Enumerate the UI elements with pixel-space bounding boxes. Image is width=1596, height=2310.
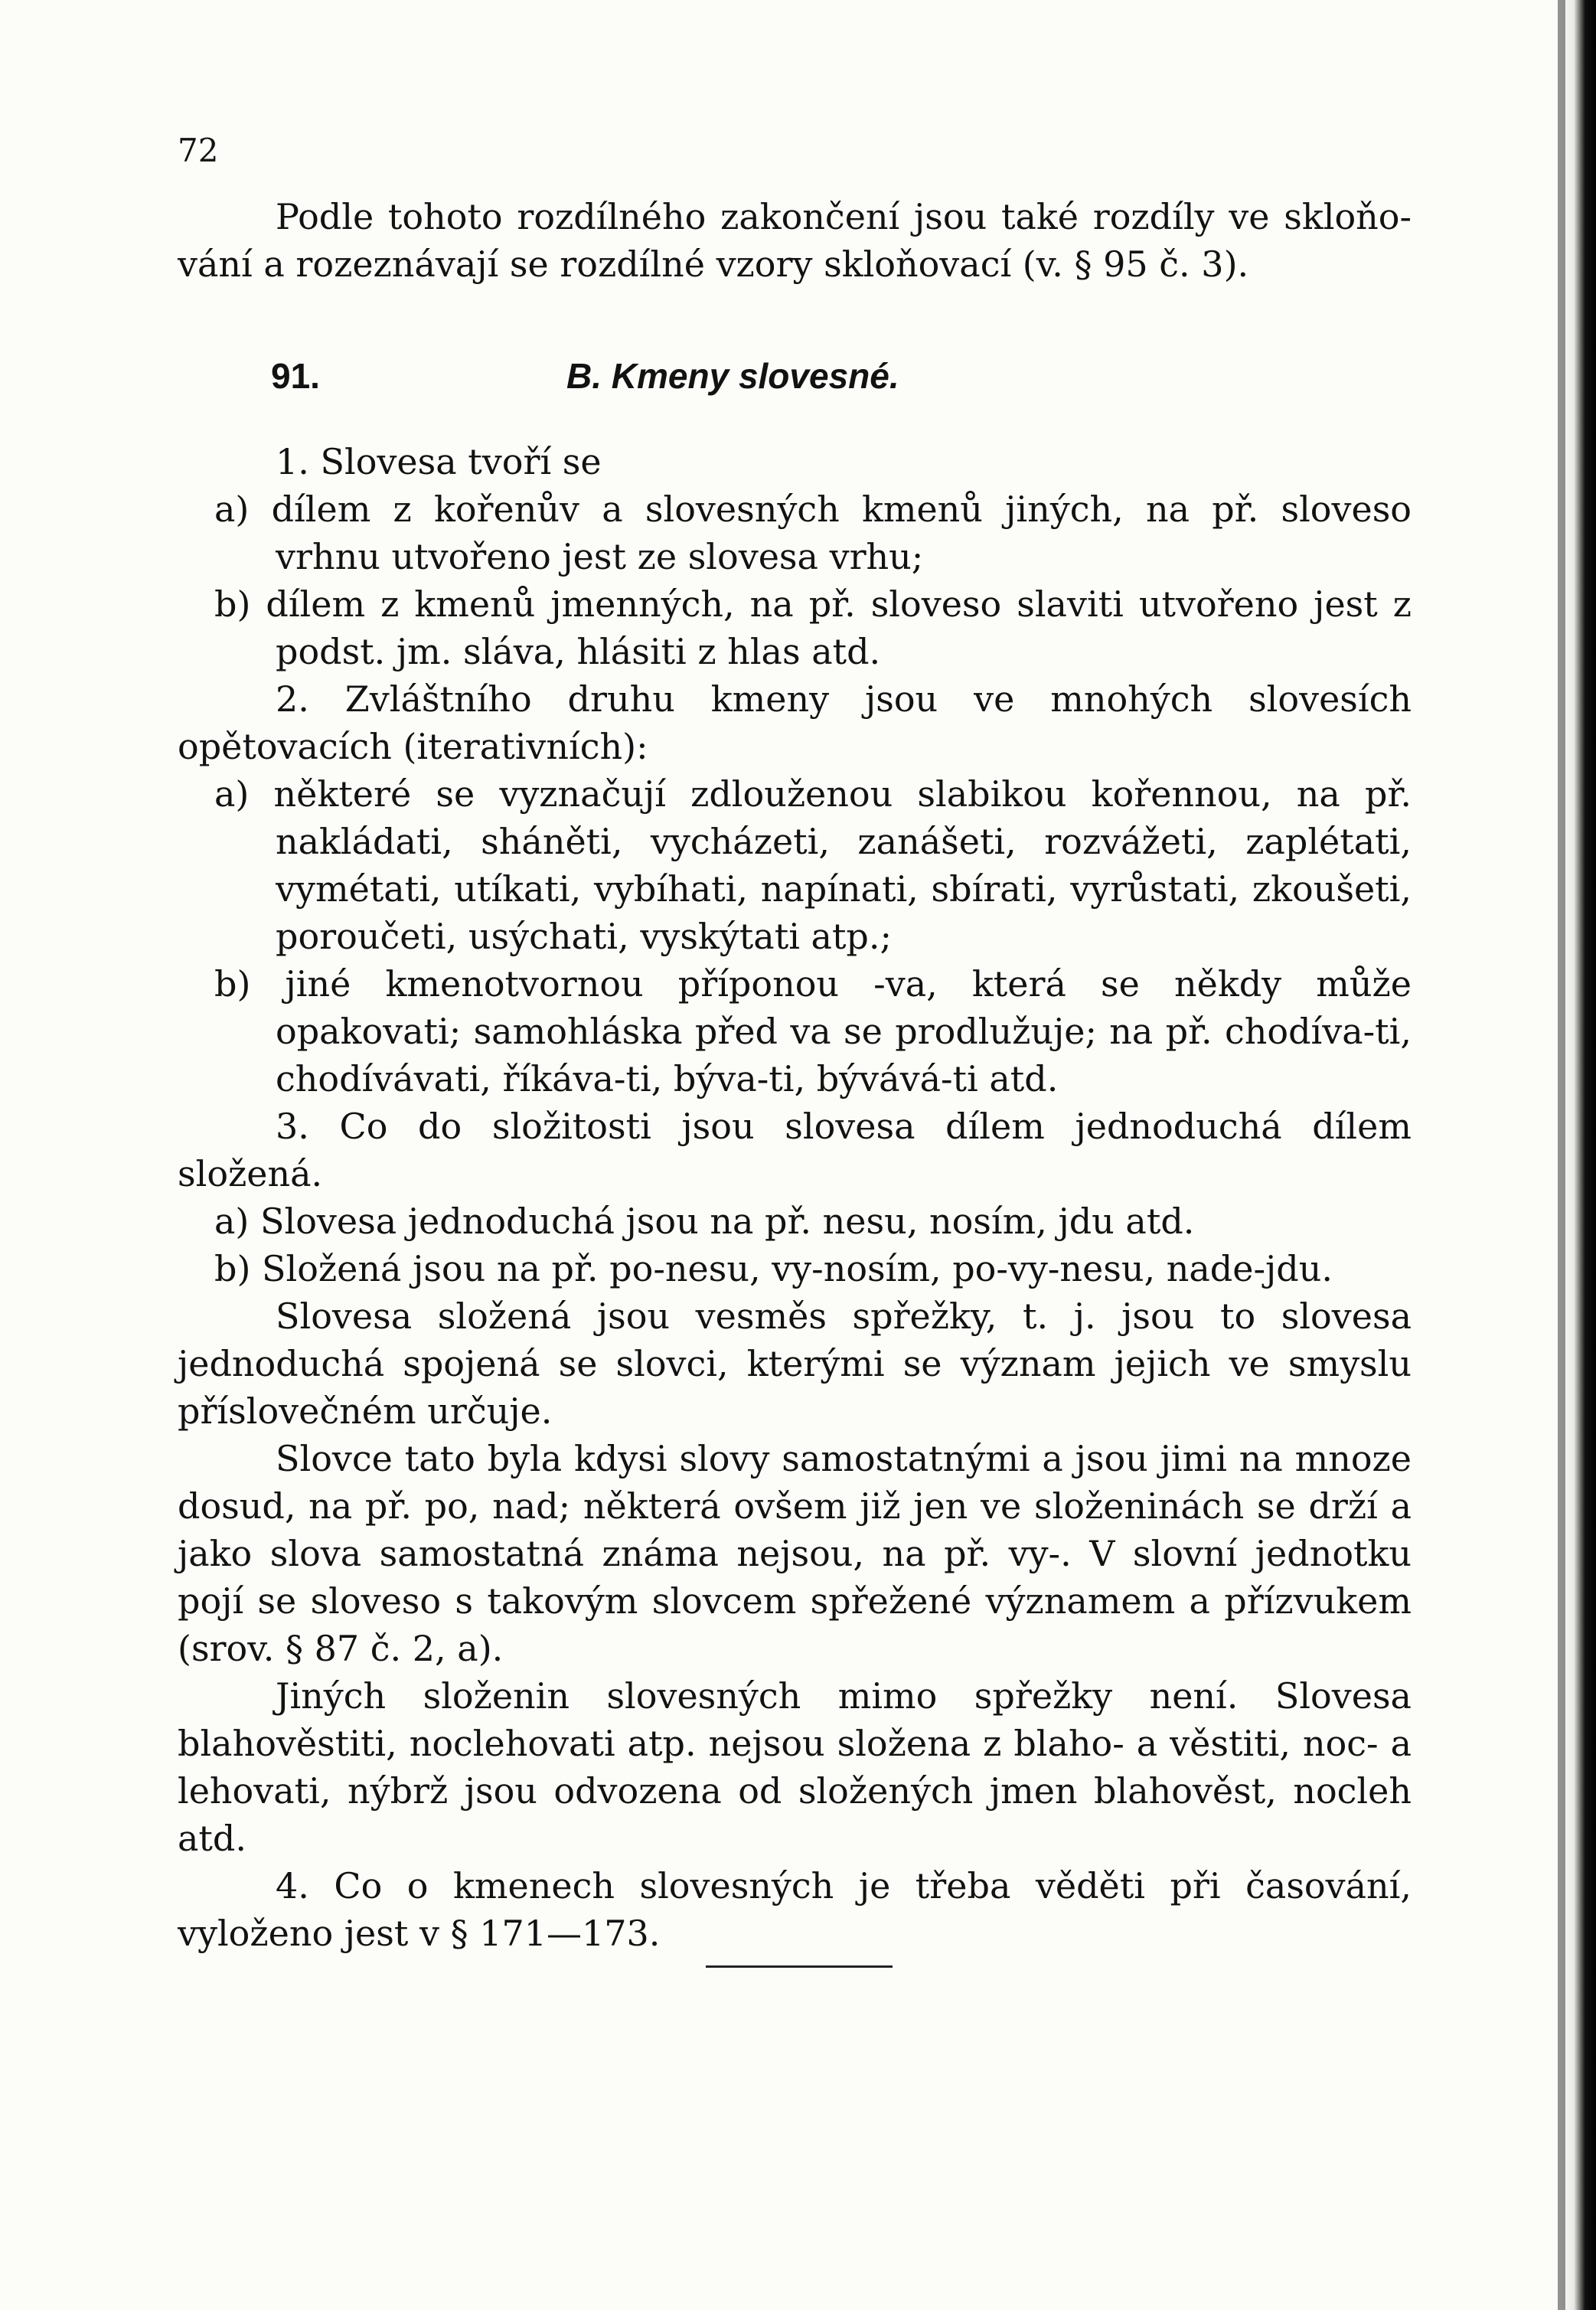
paragraph-4: 4. Co o kmenech slovesných je třeba věděti při časování, vyloženo jest v § 171—173.	[178, 1865, 1412, 1954]
intro-line-2: vání a rozeznávají se rozdílné vzory skloňovací (v. § 95 č. 3).	[178, 243, 1249, 285]
item-3b: b) Složená jsou na př. po-nesu, vy-nosím, po-vy-nesu, nade-jdu.	[214, 1248, 1333, 1289]
page-body	[178, 193, 1412, 1957]
page-number: 72	[178, 132, 219, 169]
paragraph-particles: Slovce tato byla kdysi slovy samostatnými a jsou jimi na mnoze dosud, na př. po, nad; některá ovšem již jen ve složeninách se drží a jako slova samostatná známa nejsou, na př. vy-. V slovní jednotku pojí se sloveso s takovým slovcem spřežené významem a přízvukem (srov. § 87 č. 2, a).	[178, 1438, 1412, 1669]
intro-line-1: Podle tohoto rozdílného zakončení jsou také rozdíly ve skloňo-	[276, 196, 1412, 237]
item-2a: a) některé se vyznačují zdlouženou slabikou kořennou, na př. nakládati, sháněti, vycházeti, zanášeti, rozvážeti, zaplétati, vymétati, utíkati, vybíhati, napínati, sbírati, vyrůstati, zkoušeti, poroučeti, usýchati, vyskýtati atp.;	[214, 773, 1412, 957]
paragraph-1: 1. Slovesa tvoří se	[276, 441, 602, 482]
item-1b: b) dílem z kmenů jmenných, na př. sloveso slaviti utvořeno jest z podst. jm. sláva, hlásiti z hlas atd.	[214, 583, 1412, 672]
section-title: B. Kmeny slovesné.	[566, 356, 899, 396]
scan-edge-shadow	[1558, 0, 1565, 2310]
section-number: 91.	[271, 356, 320, 396]
paragraph-2: 2. Zvláštního druhu kmeny jsou ve mnohých slovesích opětovacích (iterativních):	[178, 678, 1412, 767]
paragraph-3: 3. Co do složitosti jsou slovesa dílem jednoduchá dílem složená.	[178, 1106, 1412, 1194]
paragraph-other: Jiných složenin slovesných mimo spřežky není. Slovesa blahověstiti, noclehovati atp. nejsou složena z blaho- a věstiti, noc- a lehovati, nýbrž jsou odvozena od složených jmen blahověst, nocleh atd.	[178, 1675, 1412, 1859]
intro-paragraph	[178, 193, 1412, 288]
item-1a: a) dílem z kořenův a slovesných kmenů jiných, na př. sloveso vrhnu utvořeno jest ze slovesa vrhu;	[214, 488, 1412, 577]
paragraph-compounds: Slovesa složená jsou vesměs spřežky, t. j. jsou to slovesa jednoduchá spojená se slovci, kterými se význam jejich ve smyslu příslovečném určuje.	[178, 1295, 1412, 1432]
section-heading	[178, 352, 1412, 401]
end-rule	[706, 1965, 893, 1968]
item-2b: b) jiné kmenotvornou příponou -va, která se někdy může opakovati; samohláska před va se prodlužuje; na př. chodíva-ti, chodívávati, říkáva-ti, býva-ti, bývává-ti atd.	[214, 963, 1412, 1099]
item-3a: a) Slovesa jednoduchá jsou na př. nesu, nosím, jdu atd.	[214, 1201, 1195, 1242]
